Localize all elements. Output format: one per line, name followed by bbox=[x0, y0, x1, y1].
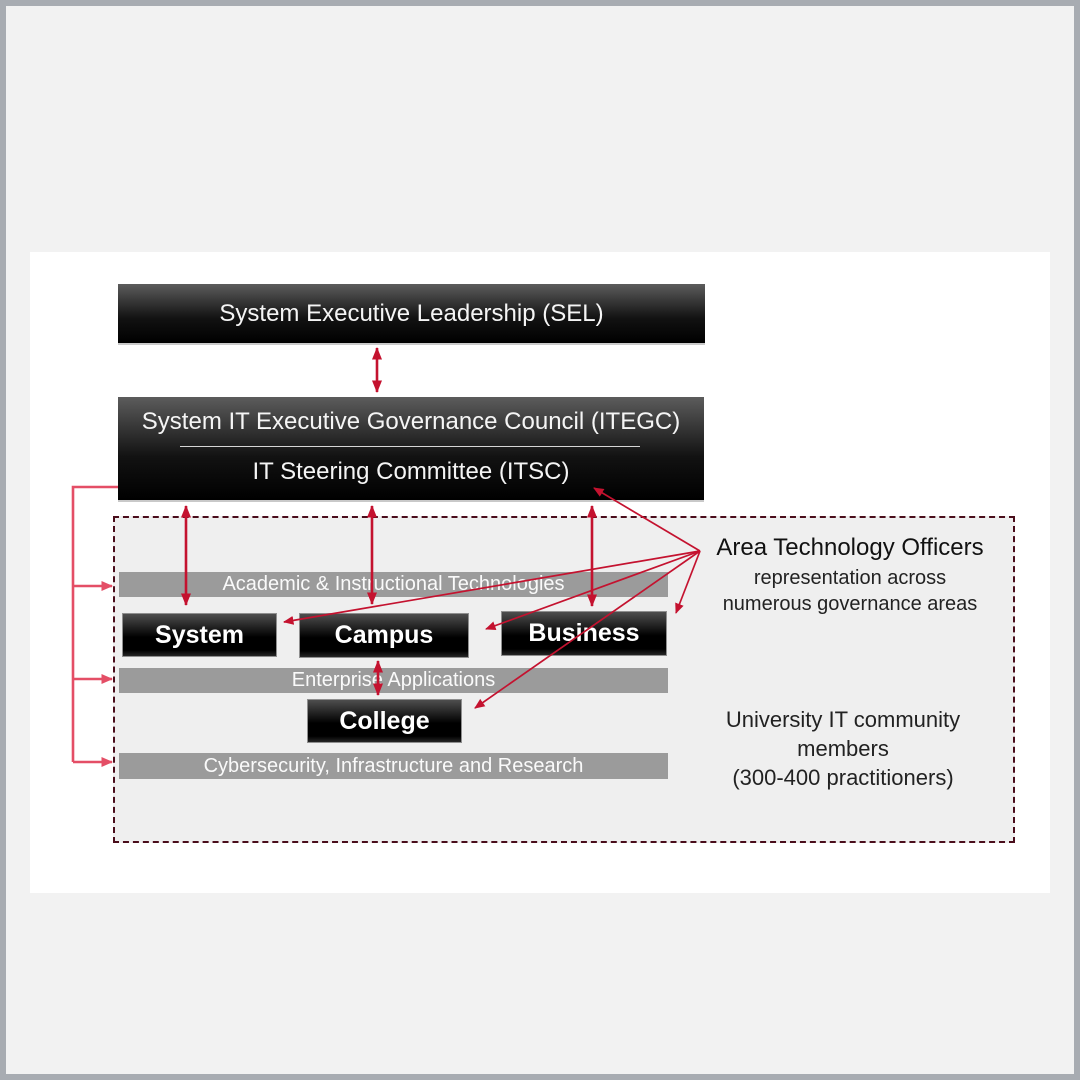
governance-bar-academic-label: Academic & Instructional Technologies bbox=[222, 573, 565, 595]
itegc-label: System IT Executive Governance Council (ITEGC) bbox=[141, 407, 681, 435]
sel-box bbox=[118, 284, 705, 345]
itegc-itsc-box bbox=[118, 397, 704, 502]
governance-bar-academic bbox=[119, 572, 668, 597]
community-annotation bbox=[668, 705, 1018, 792]
ato-business-box bbox=[501, 611, 667, 656]
sel-label: System Executive Leadership (SEL) bbox=[219, 299, 604, 327]
governance-bar-cybersecurity-label: Cybersecurity, Infrastructure and Research bbox=[203, 754, 584, 777]
ato-college-box bbox=[307, 699, 462, 743]
itsc-label: IT Steering Committee (ITSC) bbox=[252, 458, 570, 485]
community-annotation-line1: University IT community bbox=[725, 707, 961, 732]
itegc-itsc-divider bbox=[180, 446, 640, 447]
itegc-row bbox=[118, 397, 704, 446]
ato-campus-label: Campus bbox=[334, 621, 434, 649]
governance-bar-cybersecurity bbox=[119, 753, 668, 779]
ato-annotation-subtitle bbox=[690, 565, 1010, 617]
ato-system-label: System bbox=[155, 620, 244, 649]
ato-annotation-title: Area Technology Officers bbox=[716, 534, 984, 561]
ato-system-box bbox=[122, 613, 277, 657]
ato-campus-box bbox=[299, 613, 469, 658]
governance-bar-enterprise-label: Enterprise Applications bbox=[291, 669, 496, 691]
governance-bar-enterprise bbox=[119, 668, 668, 693]
ato-annotation-subtitle-line2: numerous governance areas bbox=[722, 593, 978, 615]
ato-annotation-subtitle-line1: representation across bbox=[753, 567, 947, 589]
ato-college-label: College bbox=[339, 706, 430, 735]
community-annotation-line3: (300-400 practitioners) bbox=[732, 765, 954, 790]
community-annotation-line2: members bbox=[797, 736, 889, 761]
ato-business-label: Business bbox=[528, 619, 640, 647]
itsc-row bbox=[118, 446, 704, 498]
